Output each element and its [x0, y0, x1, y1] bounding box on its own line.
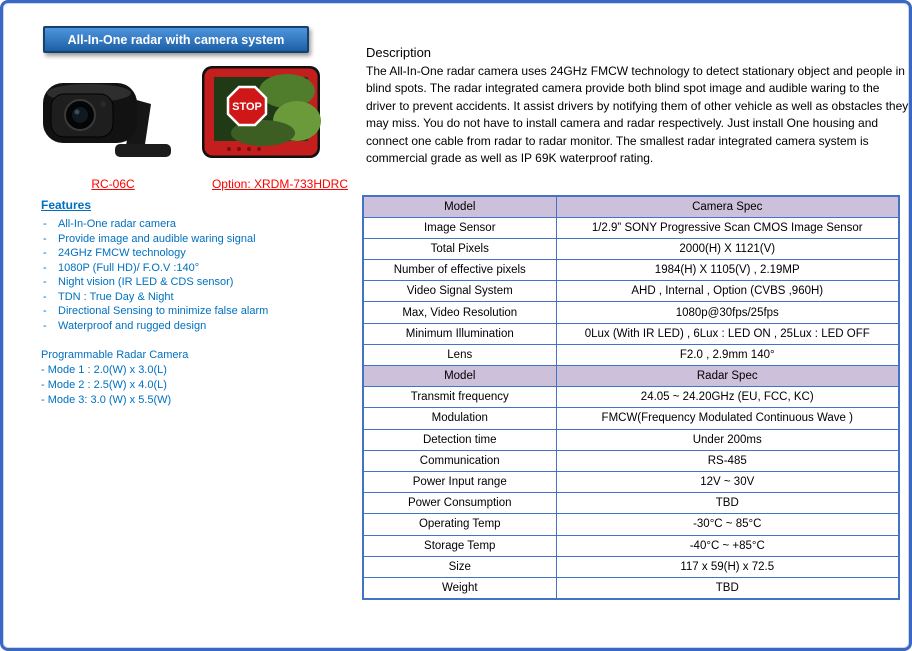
spec-value: RS-485	[556, 450, 899, 471]
programmable-radar-heading: Programmable Radar Camera	[41, 349, 189, 361]
spec-name: Detection time	[363, 429, 556, 450]
spec-value: 1984(H) X 1105(V) , 2.19MP	[556, 260, 899, 281]
spec-value: 1/2.9” SONY Progressive Scan CMOS Image Sensor	[556, 217, 899, 238]
spec-name: Transmit frequency	[363, 387, 556, 408]
banner-title: All-In-One radar with camera system	[67, 32, 285, 47]
camera-product-image	[37, 71, 187, 165]
spec-value: 117 x 59(H) x 72.5	[556, 556, 899, 577]
spec-value: 0Lux (With IR LED) , 6Lux : LED ON , 25Lux : LED OFF	[556, 323, 899, 344]
table-row	[363, 556, 899, 577]
spec-table	[362, 195, 900, 600]
feature-text: Provide image and audible waring signal	[58, 232, 256, 245]
table-row	[363, 535, 899, 556]
feature-text: 1080P (Full HD)/ F.O.V :140°	[58, 261, 200, 274]
table-row	[363, 323, 899, 344]
spec-value: 1080p@30fps/25fps	[556, 302, 899, 323]
stop-sign-text: STOP	[232, 101, 262, 113]
spec-name: Video Signal System	[363, 281, 556, 302]
table-row	[363, 450, 899, 471]
bullet-dash: -	[43, 218, 47, 230]
spec-value: TBD	[556, 493, 899, 514]
table-row	[363, 302, 899, 323]
feature-text: Waterproof and rugged design	[58, 319, 207, 332]
table-row	[363, 387, 899, 408]
header-cell: Camera Spec	[556, 196, 899, 217]
feature-text: TDN : True Day & Night	[58, 290, 174, 303]
feature-text: Directional Sensing to minimize false alarm	[58, 305, 269, 317]
table-row	[363, 217, 899, 238]
table-row	[363, 429, 899, 450]
bullet-dash: -	[43, 276, 47, 288]
spec-value: 2000(H) X 1121(V)	[556, 238, 899, 259]
feature-item	[41, 246, 361, 261]
description-text: The All-In-One radar camera uses 24GHz FMCW technology to detect stationary object and people in blind spots. The radar integrated camera provide both blind spot image and audible waring to the driver to prevent accidents. It assist drivers by notifying them of other vehicle as well as obstacles they may miss. You do not have to install camera and radar respectively. Just install One housing and connect one cable from radar to radar monitor. The smallest radar integrated camera system is commercial grade as well as IP 69K waterproof rating.	[366, 64, 909, 166]
spec-value: AHD , Internal , Option (CVBS ,960H)	[556, 281, 899, 302]
bullet-dash: -	[43, 305, 47, 317]
spec-name: Communication	[363, 450, 556, 471]
spec-value: 12V ~ 30V	[556, 471, 899, 492]
monitor-product-image	[201, 65, 321, 165]
spec-value: 24.05 ~ 24.20GHz (EU, FCC, KC)	[556, 387, 899, 408]
spec-name: Operating Temp	[363, 514, 556, 535]
table-row	[363, 238, 899, 259]
spec-value: -30°C ~ 85°C	[556, 514, 899, 535]
features-heading: Features	[41, 198, 92, 212]
table-row	[363, 493, 899, 514]
radar-mode-item: - Mode 1 : 2.0(W) x 3.0(L)	[41, 364, 167, 376]
header-cell: Model	[363, 196, 556, 217]
camera-model-label: RC-06C	[91, 177, 135, 191]
feature-item	[41, 261, 361, 276]
spec-name: Power Input range	[363, 471, 556, 492]
description-heading: Description	[366, 45, 432, 60]
bullet-dash: -	[43, 232, 47, 245]
feature-text: All-In-One radar camera	[58, 218, 176, 230]
feature-list	[41, 217, 361, 333]
bullet-dash: -	[43, 247, 47, 259]
product-banner	[43, 26, 309, 53]
spec-value: -40°C ~ +85°C	[556, 535, 899, 556]
spec-name: Power Consumption	[363, 493, 556, 514]
spec-value: FMCW(Frequency Modulated Continuous Wave )	[556, 408, 899, 429]
spec-name: Modulation	[363, 408, 556, 429]
radar-mode-item: - Mode 3: 3.0 (W) x 5.5(W)	[41, 394, 172, 406]
header-cell: Model	[363, 366, 556, 387]
spec-name: Lens	[363, 344, 556, 365]
table-row	[363, 408, 899, 429]
spec-name: Weight	[363, 577, 556, 598]
table-row	[363, 577, 899, 598]
bullet-dash: -	[43, 290, 47, 303]
features-section	[41, 198, 361, 408]
spec-value: F2.0 , 2.9mm 140°	[556, 344, 899, 365]
table-row	[363, 471, 899, 492]
table-row	[363, 344, 899, 365]
feature-text: 24GHz FMCW technology	[58, 247, 186, 259]
feature-item	[41, 304, 361, 319]
feature-item	[41, 232, 361, 247]
table-row	[363, 260, 899, 281]
spec-name: Total Pixels	[363, 238, 556, 259]
spec-name: Number of effective pixels	[363, 260, 556, 281]
radar-mode-item: - Mode 2 : 2.5(W) x 4.0(L)	[41, 379, 167, 391]
feature-item	[41, 217, 361, 232]
feature-item	[41, 290, 361, 305]
table-row	[363, 514, 899, 535]
spec-name: Size	[363, 556, 556, 577]
spec-value: TBD	[556, 577, 899, 598]
feature-item	[41, 275, 361, 290]
feature-text: Night vision (IR LED & CDS sensor)	[58, 276, 234, 288]
monitor-option-label: Option: XRDM-733HDRC	[211, 177, 349, 191]
radar-mode-list	[41, 363, 361, 408]
spec-value: Under 200ms	[556, 429, 899, 450]
header-cell: Radar Spec	[556, 366, 899, 387]
spec-name: Max, Video Resolution	[363, 302, 556, 323]
bullet-dash: -	[43, 319, 47, 332]
spec-name: Image Sensor	[363, 217, 556, 238]
spec-name: Storage Temp	[363, 535, 556, 556]
radar-spec-header-row	[363, 366, 899, 387]
bullet-dash: -	[43, 261, 47, 274]
table-row	[363, 281, 899, 302]
camera-spec-header-row	[363, 196, 899, 217]
description-section	[366, 45, 909, 167]
feature-item	[41, 319, 361, 334]
spec-name: Minimum Illumination	[363, 323, 556, 344]
